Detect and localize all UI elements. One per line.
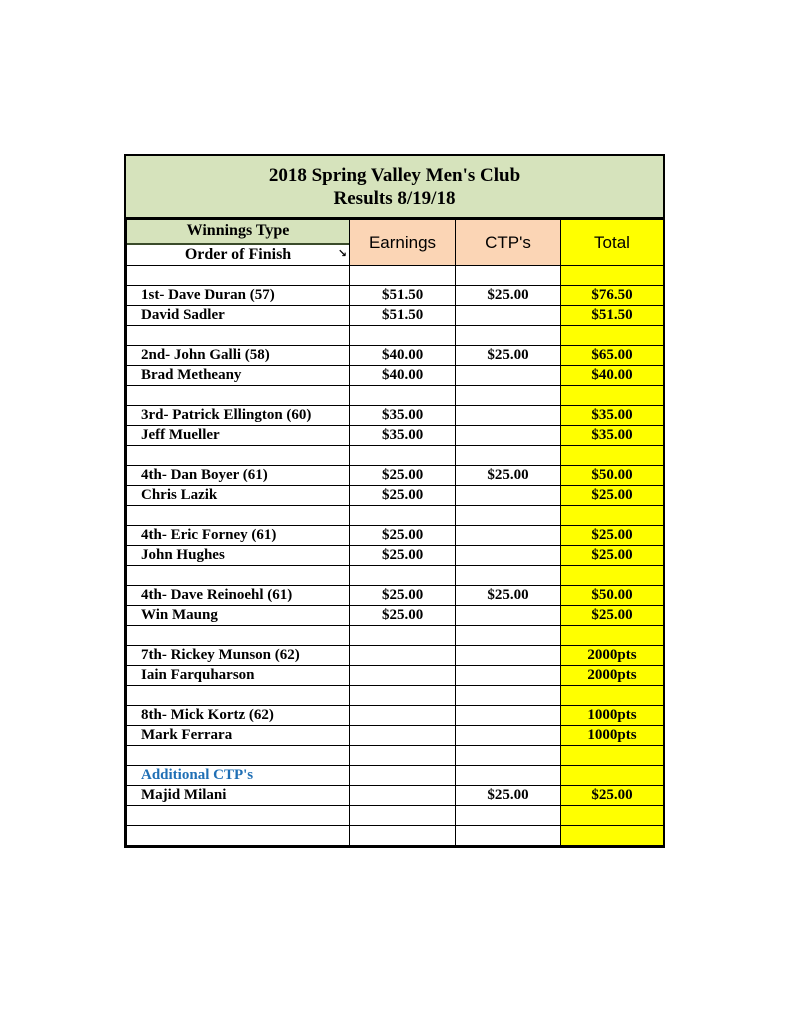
table-row	[127, 606, 664, 626]
earnings-cell	[350, 746, 456, 766]
ctp-cell: $25.00	[456, 466, 561, 486]
earnings-cell	[350, 766, 456, 786]
table-row	[127, 546, 664, 566]
ctp-cell	[456, 386, 561, 406]
earnings-cell: $35.00	[350, 426, 456, 446]
player-name-cell: John Hughes	[127, 546, 350, 566]
table-row	[127, 646, 664, 666]
table-row	[127, 666, 664, 686]
ctp-cell	[456, 646, 561, 666]
earnings-cell: $25.00	[350, 606, 456, 626]
ctp-cell	[456, 446, 561, 466]
player-name-cell	[127, 826, 350, 846]
earnings-cell	[350, 826, 456, 846]
ctp-cell	[456, 526, 561, 546]
player-name-cell: Chris Lazik	[127, 486, 350, 506]
total-cell	[561, 326, 664, 346]
table-row	[127, 366, 664, 386]
winnings-type-header-cell	[127, 220, 350, 266]
table-row	[127, 526, 664, 546]
table-row	[127, 466, 664, 486]
player-name-cell: Iain Farquharson	[127, 666, 350, 686]
earnings-cell	[350, 266, 456, 286]
total-cell: 2000pts	[561, 666, 664, 686]
table-row	[127, 726, 664, 746]
player-name-cell: Additional CTP's	[127, 766, 350, 786]
earnings-cell: $25.00	[350, 586, 456, 606]
table-row	[127, 266, 664, 286]
total-cell: $25.00	[561, 526, 664, 546]
total-cell	[561, 446, 664, 466]
table-row	[127, 626, 664, 646]
earnings-cell: $25.00	[350, 466, 456, 486]
total-cell	[561, 506, 664, 526]
player-name-cell: 4th- Dan Boyer (61)	[127, 466, 350, 486]
ctp-cell	[456, 706, 561, 726]
earnings-cell	[350, 566, 456, 586]
table-row	[127, 306, 664, 326]
table-row	[127, 766, 664, 786]
player-name-cell	[127, 446, 350, 466]
order-of-finish-label: Order of Finish	[184, 246, 292, 263]
table-row	[127, 386, 664, 406]
table-row	[127, 566, 664, 586]
earnings-header: Earnings	[350, 220, 456, 266]
ctp-cell: $25.00	[456, 586, 561, 606]
total-cell: 1000pts	[561, 706, 664, 726]
player-name-cell	[127, 626, 350, 646]
title-block	[126, 156, 663, 219]
player-name-cell: David Sadler	[127, 306, 350, 326]
table-row	[127, 786, 664, 806]
ctp-cell: $25.00	[456, 346, 561, 366]
player-name-cell: 4th- Dave Reinoehl (61)	[127, 586, 350, 606]
ctp-cell	[456, 746, 561, 766]
player-name-cell	[127, 386, 350, 406]
table-row	[127, 826, 664, 846]
player-name-cell: 8th- Mick Kortz (62)	[127, 706, 350, 726]
results-table	[126, 219, 664, 846]
ctp-cell	[456, 566, 561, 586]
total-cell	[561, 566, 664, 586]
total-cell: $25.00	[561, 786, 664, 806]
player-name-cell: 1st- Dave Duran (57)	[127, 286, 350, 306]
earnings-cell: $25.00	[350, 486, 456, 506]
total-cell: $76.50	[561, 286, 664, 306]
total-cell	[561, 626, 664, 646]
earnings-cell	[350, 446, 456, 466]
results-body	[127, 266, 664, 846]
total-cell: 1000pts	[561, 726, 664, 746]
player-name-cell	[127, 806, 350, 826]
total-cell: $40.00	[561, 366, 664, 386]
earnings-cell: $51.50	[350, 306, 456, 326]
player-name-cell: Jeff Mueller	[127, 426, 350, 446]
earnings-cell: $40.00	[350, 366, 456, 386]
earnings-cell: $35.00	[350, 406, 456, 426]
ctp-cell: $25.00	[456, 286, 561, 306]
ctp-cell	[456, 486, 561, 506]
player-name-cell: Majid Milani	[127, 786, 350, 806]
total-header: Total	[561, 220, 664, 266]
player-name-cell: 3rd- Patrick Ellington (60)	[127, 406, 350, 426]
player-name-cell	[127, 326, 350, 346]
ctp-cell	[456, 426, 561, 446]
earnings-cell: $51.50	[350, 286, 456, 306]
ctp-cell	[456, 686, 561, 706]
table-row	[127, 326, 664, 346]
total-cell: $25.00	[561, 606, 664, 626]
table-row	[127, 406, 664, 426]
total-cell: $51.50	[561, 306, 664, 326]
earnings-cell	[350, 726, 456, 746]
earnings-cell: $40.00	[350, 346, 456, 366]
ctp-cell	[456, 826, 561, 846]
earnings-cell: $25.00	[350, 526, 456, 546]
total-cell	[561, 746, 664, 766]
winnings-type-label: Winnings Type	[127, 220, 349, 245]
table-row	[127, 426, 664, 446]
player-name-cell	[127, 506, 350, 526]
sheet-subtitle: Results 8/19/18	[333, 188, 456, 209]
ctp-cell	[456, 666, 561, 686]
player-name-cell: Mark Ferrara	[127, 726, 350, 746]
ctp-cell	[456, 266, 561, 286]
total-cell: $50.00	[561, 586, 664, 606]
table-row	[127, 486, 664, 506]
ctp-cell	[456, 366, 561, 386]
total-cell: 2000pts	[561, 646, 664, 666]
ctp-cell	[456, 766, 561, 786]
total-cell: $25.00	[561, 486, 664, 506]
earnings-cell: $25.00	[350, 546, 456, 566]
earnings-cell	[350, 386, 456, 406]
ctp-cell	[456, 726, 561, 746]
player-name-cell	[127, 686, 350, 706]
table-row	[127, 706, 664, 726]
arrow-down-right-icon: ↘	[337, 247, 347, 260]
ctp-cell	[456, 626, 561, 646]
total-cell: $50.00	[561, 466, 664, 486]
total-cell	[561, 266, 664, 286]
table-row	[127, 806, 664, 826]
total-cell	[561, 806, 664, 826]
total-cell	[561, 386, 664, 406]
ctp-cell	[456, 506, 561, 526]
table-row	[127, 506, 664, 526]
total-cell: $35.00	[561, 406, 664, 426]
total-cell	[561, 826, 664, 846]
total-cell: $25.00	[561, 546, 664, 566]
table-row	[127, 746, 664, 766]
earnings-cell	[350, 666, 456, 686]
earnings-cell	[350, 326, 456, 346]
player-name-cell: 2nd- John Galli (58)	[127, 346, 350, 366]
total-cell	[561, 766, 664, 786]
earnings-cell	[350, 626, 456, 646]
table-row	[127, 286, 664, 306]
earnings-cell	[350, 686, 456, 706]
sheet-title: 2018 Spring Valley Men's Club	[268, 165, 521, 186]
table-row	[127, 586, 664, 606]
player-name-cell	[127, 566, 350, 586]
table-row	[127, 686, 664, 706]
total-cell: $65.00	[561, 346, 664, 366]
total-cell	[561, 686, 664, 706]
player-name-cell	[127, 746, 350, 766]
ctp-cell	[456, 546, 561, 566]
player-name-cell: Win Maung	[127, 606, 350, 626]
ctp-cell	[456, 406, 561, 426]
player-name-cell	[127, 266, 350, 286]
ctp-cell: $25.00	[456, 786, 561, 806]
earnings-cell	[350, 806, 456, 826]
total-cell: $35.00	[561, 426, 664, 446]
ctp-cell	[456, 606, 561, 626]
ctp-cell	[456, 306, 561, 326]
earnings-cell	[350, 506, 456, 526]
table-row	[127, 446, 664, 466]
earnings-cell	[350, 646, 456, 666]
ctp-cell	[456, 326, 561, 346]
earnings-cell	[350, 706, 456, 726]
ctps-header: CTP's	[456, 220, 561, 266]
header-row	[127, 220, 664, 266]
earnings-cell	[350, 786, 456, 806]
player-name-cell: 4th- Eric Forney (61)	[127, 526, 350, 546]
player-name-cell: 7th- Rickey Munson (62)	[127, 646, 350, 666]
ctp-cell	[456, 806, 561, 826]
table-row	[127, 346, 664, 366]
player-name-cell: Brad Metheany	[127, 366, 350, 386]
results-sheet	[124, 154, 665, 848]
